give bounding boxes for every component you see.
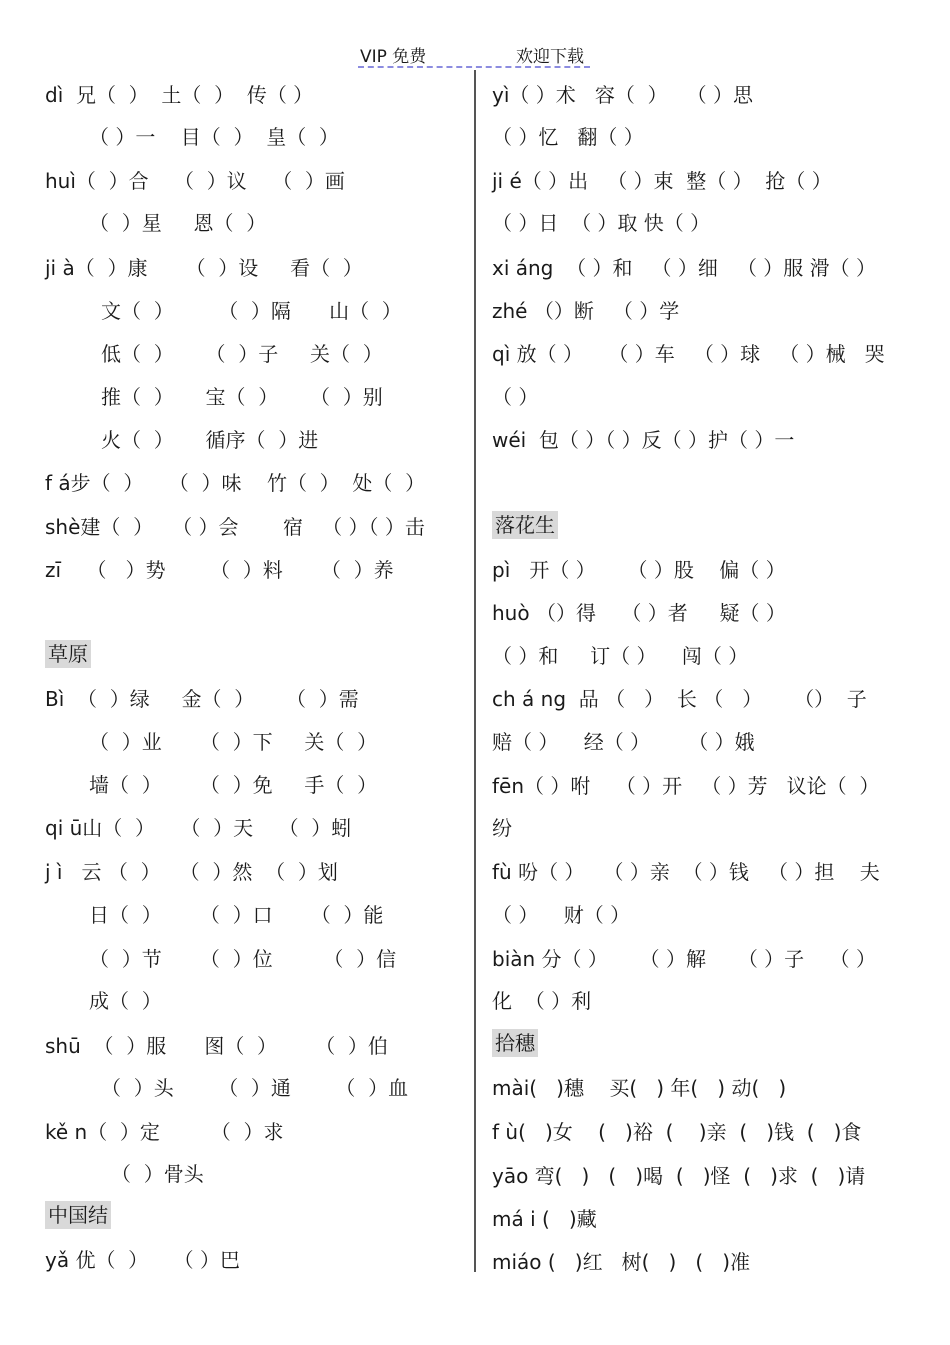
exercise-line: 成（ ） [89,989,162,1013]
exercise-line: 文（ ） （ ）隔 山（ ） [101,299,402,323]
exercise-line: wéi 包（ ）（ ）反（ ）护（ ）一 [492,428,795,452]
exercise-line: 低（ ） （ ）子 关（ ） [101,342,383,366]
exercise-line: shè建（ ） （ ）会 宿 （ ）（ ）击 [45,515,425,539]
exercise-line: 赔（ ） 经（ ） （ ）娥 [492,730,755,754]
exercise-line: mài( )穗 买( ) 年( ) 动( ) [492,1076,787,1100]
exercise-line: pì 开（ ） （ ）股 偏（ ） [492,558,786,582]
exercise-line: yāo 弯( ) ( )喝 ( )怪 ( )求 ( )请 [492,1164,866,1188]
exercise-line: yǎ 优（ ） （ ）巴 [45,1248,240,1272]
exercise-line: j ì 云 （ ） （ ）然 （ ）划 [45,860,338,884]
exercise-line: （ ）星 恩（ ） [89,211,267,235]
exercise-line: （ ）一 目（ ） 皇（ ） [89,125,339,149]
exercise-line: dì 兄（ ） 土（ ） 传（ ） [45,83,314,107]
exercise-line: zhé （）断 （ ）学 [492,299,680,323]
exercise-line: yì（ ）术 容（ ） （ ）思 [492,83,753,107]
exercise-line: xi áng （ ）和 （ ）细 （ ）服 滑（ ） [492,256,877,280]
exercise-line: huì（ ）合 （ ）议 （ ）画 [45,169,345,193]
exercise-line: shū （ ）服 图（ ） （ ）伯 [45,1034,388,1058]
exercise-line: （ ）节 （ ）位 （ ）信 [89,947,397,971]
section-heading: 拾穗 [492,1029,538,1057]
exercise-line: kě n（ ）定 （ ）求 [45,1120,284,1144]
exercise-line: （ ）骨头 [111,1162,204,1186]
exercise-line: （ ） 财（ ） [492,903,631,927]
exercise-line: fēn（ ）咐 （ ）开 （ ）芳 议论（ ） [492,774,880,798]
exercise-line: biàn 分（ ） （ ）解 （ ）子 （ ） [492,947,876,971]
exercise-line: má i ( )藏 [492,1207,597,1231]
exercise-line: 火（ ） 循序（ ）进 [101,428,319,452]
header-left-text: VIP 免费 [360,47,427,67]
exercise-line: qi ū山（ ） （ ）天 （ ）蚓 [45,816,352,840]
section-heading: 中国结 [45,1201,111,1229]
section-heading: 落花生 [492,511,558,539]
exercise-line: ji é（ ）出 （ ）束 整（ ） 抢（ ） [492,169,832,193]
exercise-line: huò （）得 （ ）者 疑（ ） [492,601,786,625]
exercise-line: f ù( )女 ( )裕 ( )亲 ( )钱 ( )食 [492,1120,862,1144]
exercise-line: 墙（ ） （ ）免 手（ ） [89,773,378,797]
exercise-line: f á步（ ） （ ）味 竹（ ） 处（ ） [45,471,426,495]
exercise-line: 化 （ ）利 [492,989,592,1013]
exercise-line: ji à（ ）康 （ ）设 看（ ） [45,256,363,280]
exercise-line: Bì （ ）绿 金（ ） （ ）需 [45,687,359,711]
exercise-line: （ ）头 （ ）通 （ ）血 [101,1076,409,1100]
exercise-line: 纷 [492,816,512,840]
exercise-line: qì 放（ ） （ ）车 （ ）球 （ ）械 哭 [492,342,885,366]
section-heading: 草原 [45,640,91,668]
exercise-line: （ ）和 订（ ） 闯（ ） [492,644,749,668]
exercise-line: fù 吩（ ） （ ）亲 （ ）钱 （ ）担 夫 [492,860,880,884]
exercise-line: ch á ng 品 （ ） 长 （ ） （） 子 [492,687,867,711]
exercise-line: （ ）忆 翻（ ） [492,125,644,149]
exercise-line: （ ）日 （ ）取 快（ ） [492,211,711,235]
header-right-text: 欢迎下载 [516,47,584,67]
page-header [358,42,590,68]
exercise-line: 推（ ） 宝（ ） （ ）别 [101,385,383,409]
exercise-line: zī （ ）势 （ ）料 （ ）养 [45,558,394,582]
exercise-line: miáo ( )红 树( ) ( )准 [492,1250,751,1274]
exercise-line: （ ） [492,385,539,409]
exercise-line: （ ）业 （ ）下 关（ ） [89,730,378,754]
exercise-line: 日（ ） （ ）口 （ ）能 [89,903,384,927]
column-divider [474,70,476,1272]
